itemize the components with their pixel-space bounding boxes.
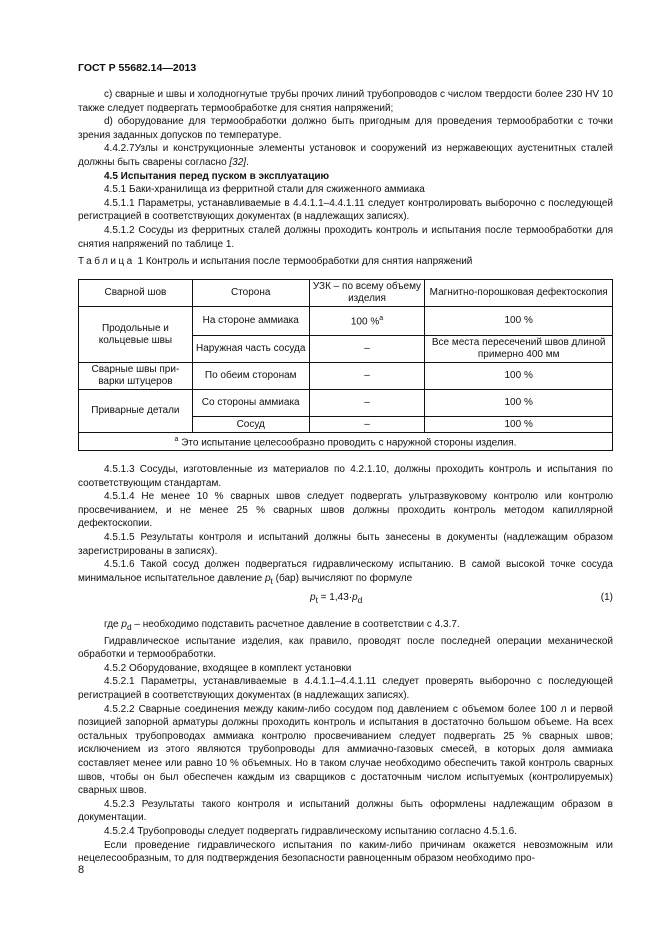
paragraph: 4.5.2.3 Результаты такого контроля и испытаний должны быть оформлены надлежащим образом в документации. (78, 798, 613, 824)
formula: $p_t = 1,43\cdot p_d$ (310, 592, 363, 605)
subsection-heading: 4.5.1 Баки-хранилища из ферритной стали для сжиженного аммиака (104, 184, 425, 196)
table-cell: 100 % (425, 417, 613, 433)
paragraph: Если проведение гидравлического испытания по каким-либо причинам окажется невозможным или нецелесообразным, то для подтверждения безопасности равноценным образом необходимо про- (78, 839, 613, 865)
paragraph: Гидравлическое испытание изделия, как правило, проводят после последней операции механической обработки и термообработки. (78, 635, 613, 661)
table-row (79, 307, 613, 336)
table-cell: – (309, 417, 425, 433)
formula-number: (1) (600, 592, 613, 603)
paragraph: 4.5.1.5 Результаты контроля и испытаний должны быть занесены в документы (надлежащим образом зарегистрированы в записях). (78, 531, 613, 557)
formula-line (78, 592, 613, 606)
paragraph: 4.4.2.7Узлы и конструкционные элементы установок и сооружений из нержавеющих аустенитных сталей должны быть сварены согласно [32]. (78, 143, 613, 168)
table-header-cell: Сторона (192, 280, 309, 307)
table-cell: 100 % (425, 390, 613, 417)
paragraph: 4.5.2.2 Сварные соединения между каким-либо сосудом под давлением с объемом более 100 л и первой позицией запорной арматуры должны проходить контроль и испытания в достаточно большом объеме. На всех остальных трубопроводах аммиака контролю просвечиванием следует подвергать 25 % сварных швов; исключением из этого являются трубопроводы для аммиачно-газовых смесей, в которых доля аммиака составляет менее или равно 10 % объемных. Но в таком случае необходимо обеспечить такой контроль сварных швов, чтобы он был обеспечен каждым из сварщиков с достаточным числом испытуемых (контролируемых) сварных швов. (78, 703, 613, 797)
table-cell: – (309, 390, 425, 417)
table-footnote-row (79, 433, 613, 451)
paragraph: 4.5.1.6 Такой сосуд должен подвергаться гидравлическому испытанию. В самой высокой точке сосуда минимальное испытательное давление $p_t$ (бар) вычисляют по формуле (78, 559, 613, 586)
paragraph: 4.5.1.3 Сосуды, изготовленные из материалов по 4.2.1.10, должны проходить контроль и испытания по соответствующим стандартам. (78, 464, 613, 489)
table-header-cell: Сварной шов (79, 280, 193, 307)
table-cell: Приварные детали (79, 390, 193, 433)
paragraph: 4.5.1.4 Не менее 10 % сварных швов следует подвергать ультразвуковому контролю или контролю просвечиванием, и не менее 25 % сварных швов должны проходить контроль методом капиллярной дефектоскопии. (78, 491, 613, 530)
table-cell: Сварные швы приварки штуцеров (79, 363, 193, 390)
table-cell: Наружная часть сосуда (192, 336, 309, 363)
page-number: 8 (78, 864, 85, 876)
table-header-row (79, 280, 613, 307)
table-cell: – (309, 336, 425, 363)
paragraph: d) оборудование для термообработки должно быть пригодным для проведения термообработки с точки зрения заданных допусков по температуре. (78, 116, 613, 141)
paragraph: c) сварные и швы и холодногнутые трубы прочих линий трубопроводов с числом твердости более 230 HV 10 также следует подвергать термообработке для снятия напряжений; (78, 89, 613, 114)
section-heading: 4.5 Испытания перед пуском в эксплуатацию (104, 170, 330, 182)
table-row (79, 363, 613, 390)
paragraph: 4.5.1.1 Параметры, устанавливаемые в 4.4.1.1–4.4.1.11 следует контролировать выборочно с последующей регистрацией в соответствующих документах (в надлежащих записях). (78, 197, 613, 223)
text-block-2 (78, 463, 613, 588)
table-cell: Сосуд (192, 417, 309, 433)
table-row (79, 390, 613, 417)
table-footnote: $^a$ Это испытание целесообразно проводить с наружной стороны изделия. (79, 433, 613, 451)
table-cell: Все места пересечений швов длиной примерно 400 мм (425, 336, 613, 363)
table-header-cell: УЗК – по всему объему изделия (309, 280, 425, 307)
paragraph: где $p_d$ – необходимо подставить расчетное давление в соответствии с 4.3.7. (104, 619, 460, 632)
paragraph: 4.5.2.4 Трубопроводы следует подвергать гидравлическому испытанию согласно 4.5.1.6. (104, 825, 517, 837)
table-cell: 100 % (425, 307, 613, 336)
table-cell: По обеим сторонам (192, 363, 309, 390)
paragraph: 4.5.2.1 Параметры, устанавливаемые в 4.4.1.1–4.4.1.11 следует проверять выборочно с последующей регистрацией в соответствующих документах (в надлежащих записях). (78, 676, 613, 701)
inspection-table (78, 279, 613, 451)
table-cell: Продольные и кольцевые швы (79, 307, 193, 363)
table-cell: Со стороны аммиака (192, 390, 309, 417)
document-header: ГОСТ Р 55682.14—2013 (78, 62, 197, 74)
text-block-3 (78, 618, 613, 866)
text-block-1 (78, 88, 613, 251)
table-cell: На стороне аммиака (192, 307, 309, 336)
paragraph: 4.5.1.2 Сосуды из ферритных сталей должны проходить контроль и испытания после термообработки для снятия напряжений по таблице 1. (78, 224, 613, 250)
table-cell: – (309, 363, 425, 390)
table-header-cell: Магнитно-порошковая дефектоскопия (425, 280, 613, 307)
table-cell: 100 % (425, 363, 613, 390)
subsection-heading: 4.5.2 Оборудование, входящее в комплект установки (104, 662, 352, 674)
reference: [32] (229, 156, 247, 168)
table-cell: 100 %$^a$ (309, 307, 425, 336)
table-caption: Таблица 1 Контроль и испытания после термообработки для снятия напряжений (78, 256, 473, 267)
